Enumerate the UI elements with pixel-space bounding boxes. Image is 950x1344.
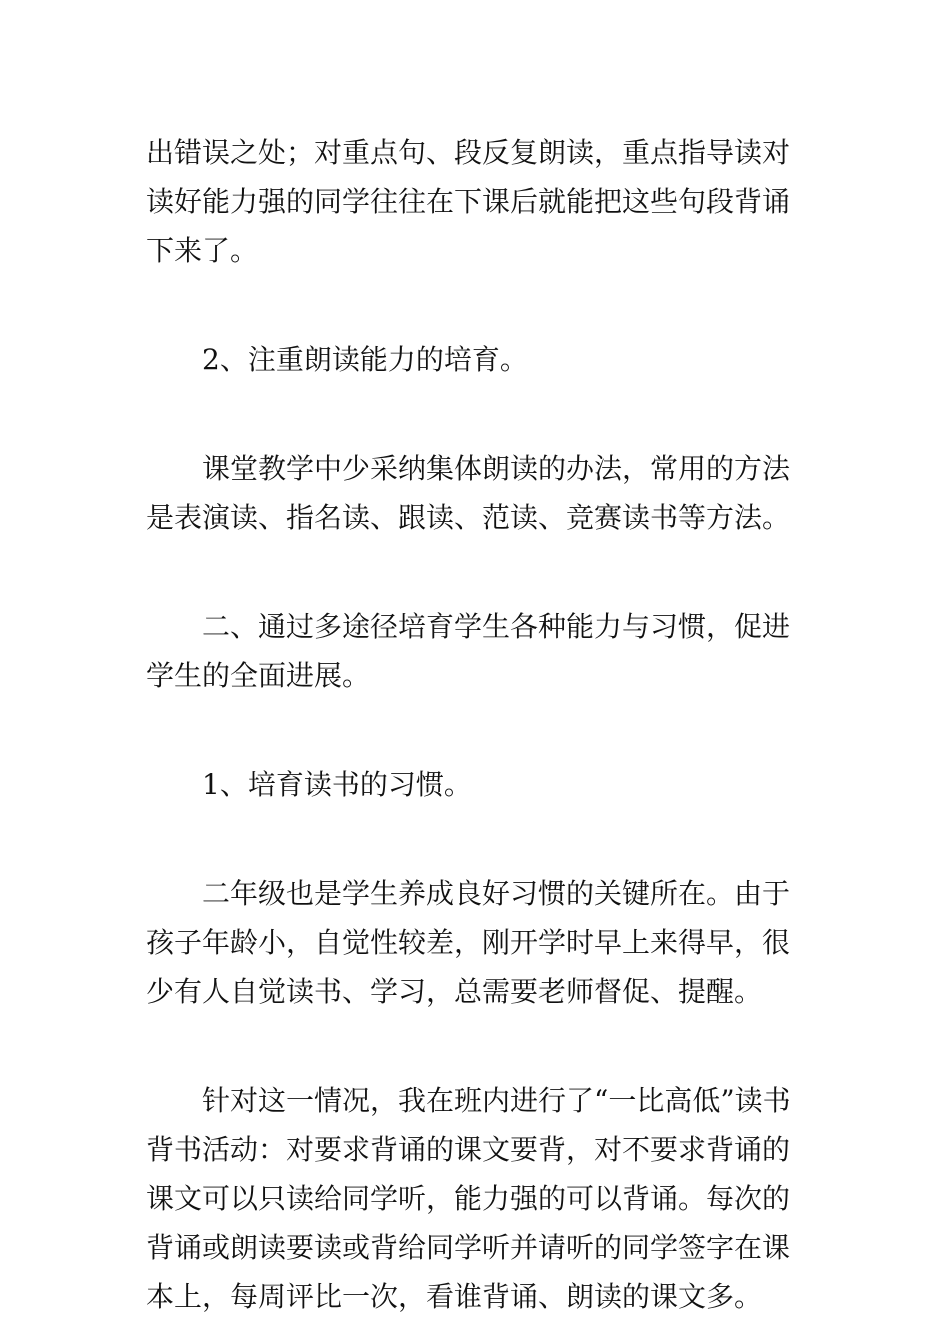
subheading-reading-ability: 2、注重朗读能力的培育。 <box>202 343 528 376</box>
section-heading-two: 二、通过多途径培育学生各种能力与习惯，促进学生的全面进展。 <box>146 610 791 692</box>
subheading-reading-habit: 1、培育读书的习惯。 <box>202 768 472 801</box>
paragraph-continuation: 出错误之处；对重点句、段反复朗读，重点指导读对读好能力强的同学往往在下课后就能把这些句段背诵下来了。 <box>146 136 791 267</box>
paragraph-reading-activity: 针对这一情况，我在班内进行了“一比高低”读书背书活动：对要求背诵的课文要背，对不要求背诵的课文可以只读给同学听，能力强的可以背诵。每次的背诵或朗读要读或背给同学听并请听的同学签字在课本上，每周评比一次，看谁背诵、朗读的课文多。 <box>146 1084 791 1313</box>
paragraph-spacer <box>146 275 811 335</box>
paragraph-spacer <box>146 1016 811 1076</box>
document-body <box>146 128 811 1321</box>
paragraph-spacer <box>146 384 811 444</box>
paragraph-spacer <box>146 542 811 602</box>
paragraph-spacer <box>146 700 811 760</box>
paragraph-grade-two-habits: 二年级也是学生养成良好习惯的关键所在。由于孩子年龄小，自觉性较差，刚开学时早上来得早，很少有人自觉读书、学习，总需要老师督促、提醒。 <box>146 877 791 1008</box>
paragraph-reading-methods: 课堂教学中少采纳集体朗读的办法，常用的方法是表演读、指名读、跟读、范读、竞赛读书等方法。 <box>146 452 791 534</box>
paragraph-spacer <box>146 809 811 869</box>
